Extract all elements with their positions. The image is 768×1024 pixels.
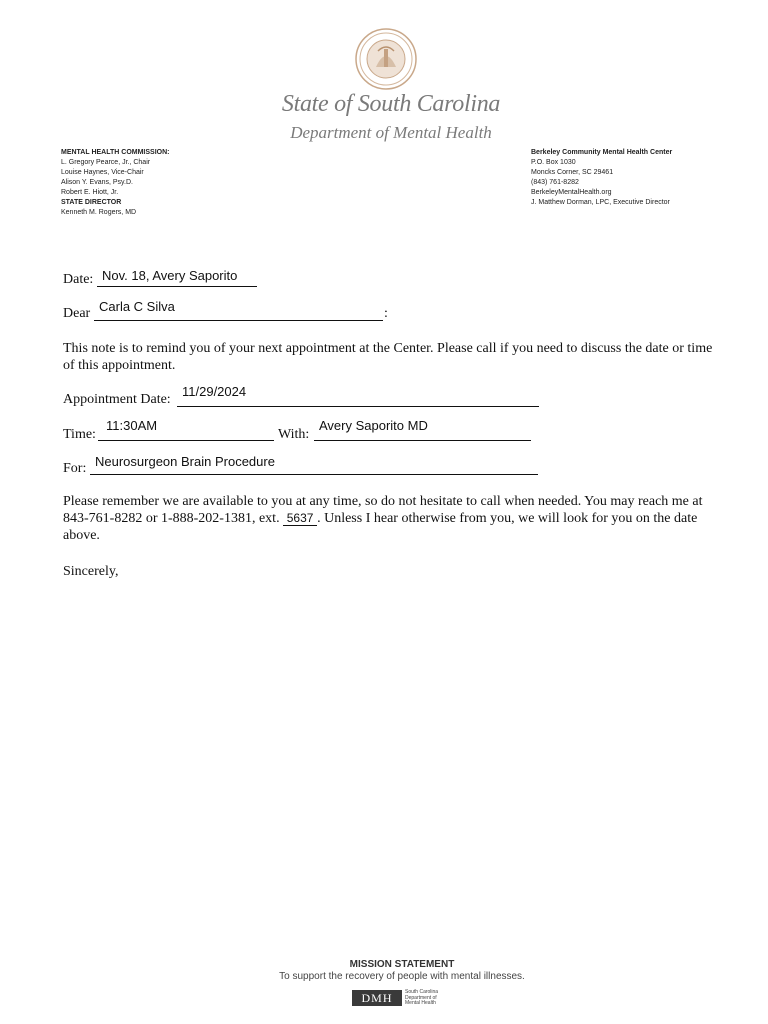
state-seal-icon: [354, 27, 418, 91]
director-heading: STATE DIRECTOR: [61, 199, 122, 206]
commission-member: Alison Y. Evans, Psy.D.: [61, 179, 133, 186]
center-line: J. Matthew Dorman, LPC, Executive Director: [531, 199, 670, 206]
date-value: Nov. 18, Avery Saporito: [102, 268, 238, 283]
dear-label: Dear: [63, 306, 91, 321]
center-block: [531, 148, 672, 208]
commission-heading: MENTAL HEALTH COMMISSION:: [61, 149, 170, 156]
recipient-value: Carla C Silva: [99, 299, 175, 314]
with-label: With:: [278, 427, 310, 442]
dmh-logo-subtext: [405, 990, 438, 1007]
intro-paragraph: This note is to remind you of your next appointment at the Center. Please call if you need to discuss the date or time of this appointment.: [63, 341, 713, 373]
commission-member: Louise Haynes, Vice-Chair: [61, 169, 144, 176]
with-value: Avery Saporito MD: [319, 418, 428, 433]
signoff: Sincerely,: [63, 564, 119, 579]
dmh-sub-line: Department of: [405, 994, 437, 1001]
center-line: P.O. Box 1030: [531, 159, 576, 166]
center-name: Berkeley Community Mental Health Center: [531, 149, 673, 156]
date-label: Date:: [63, 272, 94, 287]
center-line: (843) 761-8282: [531, 179, 579, 186]
for-value: Neurosurgeon Brain Procedure: [95, 454, 275, 469]
department-title: Department of Mental Health: [290, 123, 492, 142]
closing-paragraph: [63, 493, 713, 544]
dmh-logo-icon: DMH: [352, 990, 402, 1006]
appointment-date-label: Appointment Date:: [63, 392, 171, 407]
dmh-sub-line: South Carolina: [405, 989, 439, 995]
mission-title: MISSION STATEMENT: [349, 959, 455, 970]
for-label: For:: [63, 461, 87, 476]
dear-colon: :: [384, 306, 388, 321]
commission-member: L. Gregory Pearce, Jr., Chair: [61, 159, 151, 166]
commission-member: Robert E. Hiott, Jr.: [61, 189, 119, 196]
center-line: Moncks Corner, SC 29461: [531, 169, 614, 176]
dmh-sub-line: Mental Health: [405, 1000, 436, 1006]
state-director: Kenneth M. Rogers, MD: [61, 209, 137, 216]
closing-text: Please remember we are available to you at any time, so do not hesitate to call when needed. You may reach me at 843-761-8282 or 1-888-202-1381, ext.: [63, 494, 703, 526]
closing-text-end: . Unless I hear otherwise from you, we will look for you on the date above.: [63, 511, 698, 543]
extension-field[interactable]: 5637: [283, 511, 317, 526]
time-label: Time:: [63, 427, 96, 442]
center-line: BerkeleyMentalHealth.org: [531, 189, 612, 196]
state-title: State of South Carolina: [281, 91, 501, 117]
mission-text: To support the recovery of people with mental illnesses.: [279, 971, 525, 982]
commission-block: [61, 148, 170, 218]
appointment-date-value: 11/29/2024: [182, 384, 247, 399]
time-value: 11:30AM: [106, 418, 158, 433]
